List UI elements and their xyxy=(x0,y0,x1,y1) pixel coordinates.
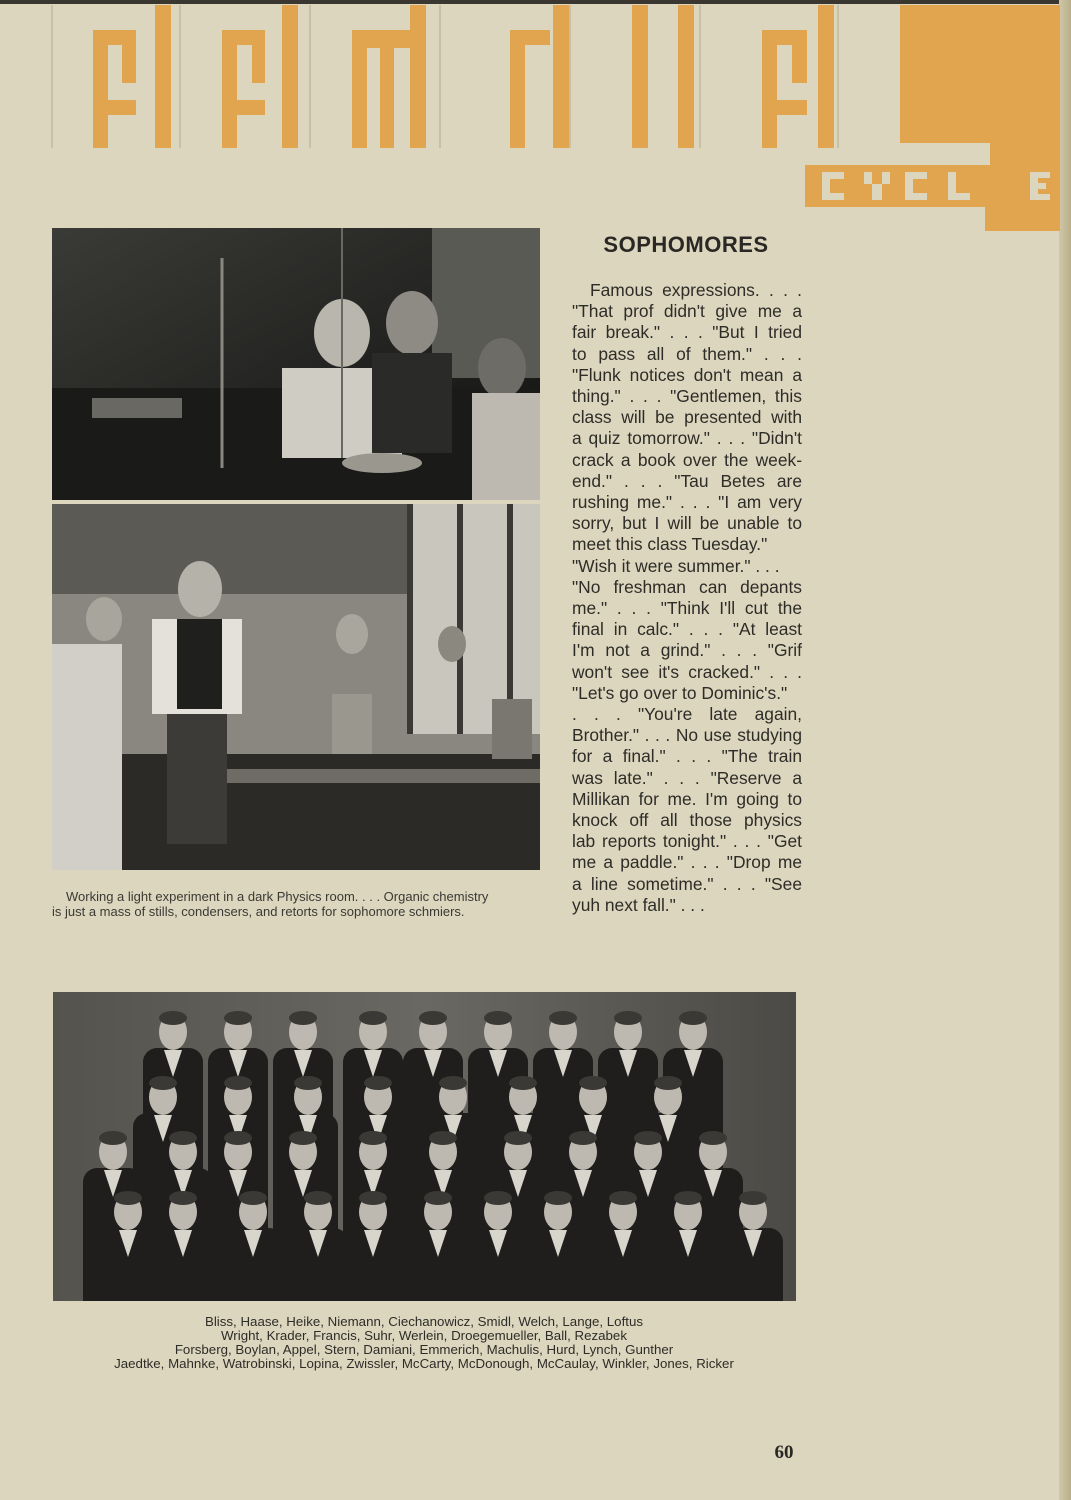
section-title: SOPHOMORES xyxy=(603,232,769,257)
article-body xyxy=(572,280,802,916)
article-line: was late." . . . "Reserve a xyxy=(572,767,802,788)
names-row-3: Forsberg, Boylan, Appel, Stern, Damiani, Emmerich, Machulis, Hurd, Lynch, Gunther xyxy=(174,1342,674,1357)
article-line: "Let's go over to Dominic's." xyxy=(572,682,788,703)
article-line: knock off all those physics xyxy=(572,810,802,831)
article-line: lab reports tonight." . . . "Get xyxy=(572,831,802,852)
article-line: rushing me." . . . "I am very xyxy=(572,492,802,513)
article-line: Millikan for me. I'm going to xyxy=(572,788,802,809)
article-line: Brother." . . . No use studying xyxy=(572,725,802,746)
group-photo xyxy=(53,992,796,1301)
article-line: crack a book over the week- xyxy=(572,449,802,470)
chemistry-lab-photo xyxy=(52,504,540,870)
article-line: Famous expressions. . . . xyxy=(590,280,802,300)
article-line: sorry, but I will be unable to xyxy=(572,513,802,534)
article-line: meet this class Tuesday." xyxy=(572,534,768,555)
article-line: "Flunk notices don't mean a xyxy=(572,364,802,385)
article-line: "That prof didn't give me a xyxy=(572,301,802,322)
photo-caption xyxy=(52,889,552,919)
article-line: I'm not a grind." . . . "Grif xyxy=(572,640,802,661)
physics-lab-photo xyxy=(52,228,540,500)
article-line: end." . . . "Tau Betes are xyxy=(572,470,802,491)
article-line: "No freshman can depants xyxy=(572,576,802,597)
names-row-2: Wright, Krader, Francis, Suhr, Werlein, Droegemueller, Ball, Rezabek xyxy=(221,1328,627,1343)
photo-caption-line-1: Working a light experiment in a dark Physics room. . . . Organic chemistry xyxy=(66,889,489,904)
article-line: fair break." . . . "But I tried xyxy=(572,322,802,343)
article-line: won't see it's cracked." . . . xyxy=(572,661,802,682)
article-line: a quiz tomorrow." . . . "Didn't xyxy=(572,428,802,449)
article-line: final in calc." . . . "At least xyxy=(572,619,802,640)
names-row-4: Jaedtke, Mahnke, Watrobinski, Lopina, Zwissler, McCarty, McDonough, McCaulay, Winkler, Jones, Ricker xyxy=(114,1356,734,1371)
page-number: 60 xyxy=(774,1442,794,1463)
article-line: class will be presented with xyxy=(572,407,802,428)
article-line: . . . "You're late again, xyxy=(572,704,802,725)
article-line: "Wish it were summer." . . . xyxy=(572,555,780,576)
header-banner xyxy=(0,0,1071,232)
article-line: for a final." . . . "The train xyxy=(572,746,802,767)
article-line: yuh next fall." . . . xyxy=(572,894,705,915)
article-line: thing." . . . "Gentlemen, this xyxy=(572,386,802,407)
names-row-1: Bliss, Haase, Heike, Niemann, Ciechanowicz, Smidl, Welch, Lange, Loftus xyxy=(204,1314,643,1329)
photo-caption-line-2: is just a mass of stills, condensers, and retorts for sophomore schmiers. xyxy=(52,904,465,919)
article-line: a line sometime." . . . "See xyxy=(572,873,802,894)
article-line: me." . . . "Think I'll cut the xyxy=(572,598,802,619)
group-photo-names xyxy=(52,1315,796,1371)
article-line: to pass all of them." . . . xyxy=(572,343,802,364)
article-line: me a paddle." . . . "Drop me xyxy=(572,852,802,873)
